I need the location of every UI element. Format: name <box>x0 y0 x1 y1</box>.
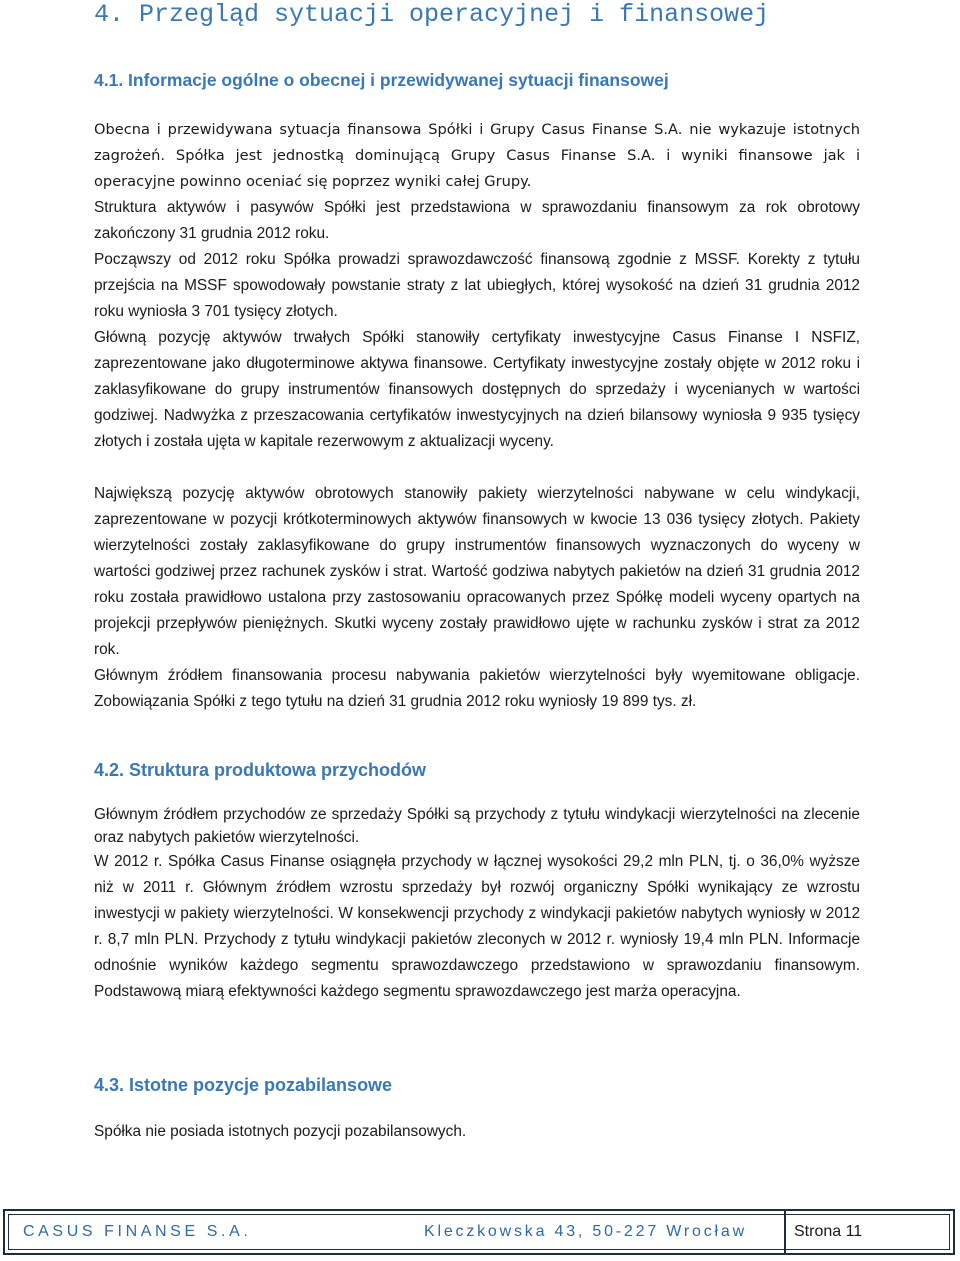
footer-page-number: Strona 11 <box>794 1223 863 1240</box>
section-4-3-title: 4.3. Istotne pozycje pozabilansowe <box>94 1075 393 1095</box>
page-footer <box>3 1209 955 1255</box>
section-4-1-title: 4.1. Informacje ogólne o obecnej i przewidywanej sytuacji finansowej <box>94 70 669 90</box>
paragraph-4-2-2: W 2012 r. Spółka Casus Finanse osiągnęła przychody w łącznej wysokości 29,2 mln PLN, tj. o 36,0% wyższe niż w 2011 r. Głównym źródłem wzrostu sprzedaży był rozwój organiczny Spółki wynikający ze wzrostu inwestycji w pakiety wierzytelności. W konsekwencji przychody z windykacji pakietów nabytych wyniosły w 2012 r. 8,7 mln PLN. Przychody z tytułu windykacji pakietów zleconych w 2012 r. wyniosły 19,4 mln PLN. Informacje odnośnie wyników każdego segmentu sprawozdawczego przedstawiono w sprawozdaniu finansowym. Podstawową miarą efektywności każdego segmentu sprawozdawczego jest marża operacyjna. <box>94 853 860 1000</box>
paragraph-4-1-5: Największą pozycję aktywów obrotowych stanowiły pakiety wierzytelności nabywane w celu windykacji, zaprezentowane w pozycji krótkoterminowych aktywów finansowych w kwocie 13 036 tysięcy złotych. Pakiety wierzytelności zostały zaklasyfikowane do grupy instrumentów finansowych wyznaczonych do wyceny w wartości godziwej przez rachunek zysków i strat. Wartość godziwa nabytych pakietów na dzień 31 grudnia 2012 roku została prawidłowo ustalona przy zastosowaniu opracowanych przez Spółkę modeli wyceny opartych na projekcji przepływów pieniężnych. Skutki wyceny zostały prawidłowo ujęte w rachunku zysków i strat za 2012 rok. <box>94 485 860 658</box>
paragraph-4-3-1: Spółka nie posiada istotnych pozycji pozabilansowych. <box>94 1123 467 1140</box>
paragraph-4-1-3: Począwszy od 2012 roku Spółka prowadzi sprawozdawczość finansową zgodnie z MSSF. Korekty z tytułu przejścia na MSSF spowodowały powstanie straty z lat ubiegłych, której wysokość na dzień 31 grudnia 2012 roku wyniosła 3 701 tysięcy złotych. <box>94 251 860 320</box>
paragraph-4-1-6: Głównym źródłem finansowania procesu nabywania pakietów wierzytelności były wyemitowane obligacje. Zobowiązania Spółki z tego tytułu na dzień 31 grudnia 2012 roku wyniosły 19 899 tys. zł. <box>94 667 860 710</box>
chapter-heading: 4. Przegląd sytuacji operacyjnej i finansowej <box>94 0 770 29</box>
paragraph-4-1-2: Struktura aktywów i pasywów Spółki jest przedstawiona w sprawozdaniu finansowym za rok obrotowy zakończony 31 grudnia 2012 roku. <box>94 199 860 242</box>
section-4-2-title: 4.2. Struktura produktowa przychodów <box>94 760 427 780</box>
paragraph-4-1-1: Obecna i przewidywana sytuacja finansowa Spółki i Grupy Casus Finanse S.A. nie wykazuje istotnych zagrożeń. Spółka jest jednostką dominującą Grupy Casus Finanse S.A. i wyniki finansowe jak i operacyjne powinno oceniać się poprzez wyniki całej Grupy. <box>94 121 860 190</box>
footer-company: CASUS FINANSE S.A. <box>23 1223 252 1240</box>
paragraph-4-1-4: Główną pozycję aktywów trwałych Spółki stanowiły certyfikaty inwestycyjne Casus Finanse I NSFIZ, zaprezentowane jako długoterminowe aktywa finansowe. Certyfikaty inwestycyjne zostały objęte w 2012 roku i zaklasyfikowane do grupy instrumentów finansowych dostępnych do sprzedaży i wycenianych w wartości godziwej. Nadwyżka z przeszacowania certyfikatów inwestycyjnych na dzień bilansowy wyniosła 9 935 tysięcy złotych i została ujęta w kapitale rezerwowym z aktualizacji wyceny. <box>94 329 860 450</box>
paragraph-4-2-1: Głównym źródłem przychodów ze sprzedaży Spółki są przychody z tytułu windykacji wierzytelności na zlecenie oraz nabytych pakietów wierzytelności. <box>94 806 860 846</box>
footer-address: Kleczkowska 43, 50-227 Wrocław <box>424 1223 747 1240</box>
footer-divider <box>784 1211 786 1253</box>
